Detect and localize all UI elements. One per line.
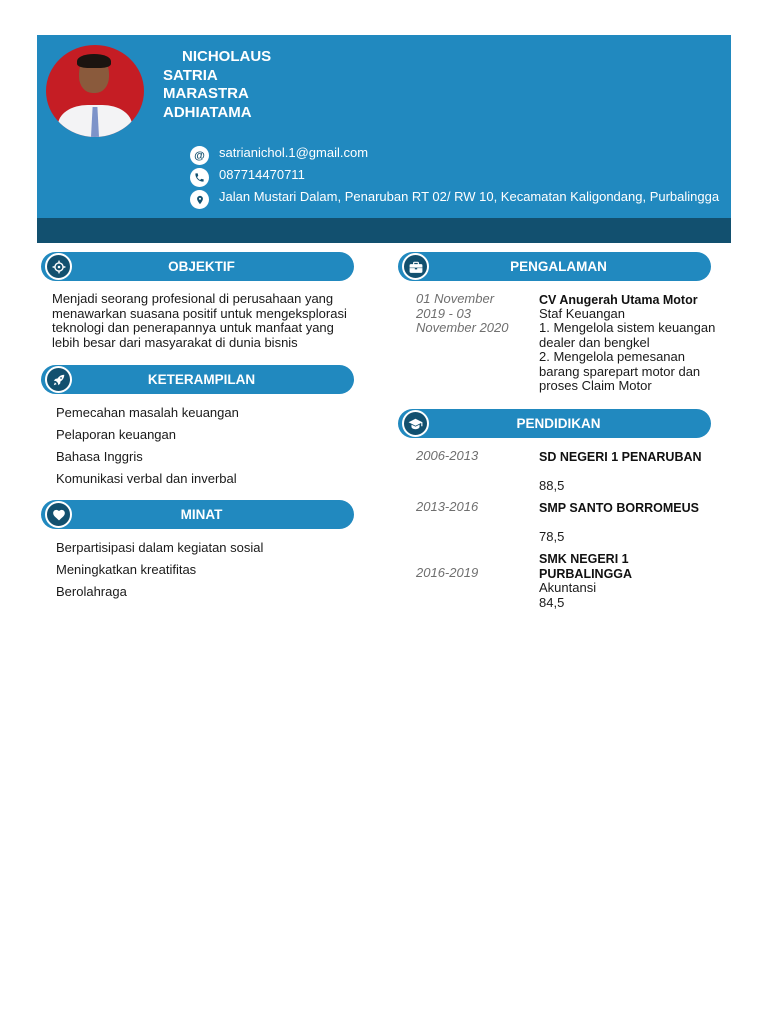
location-pin-icon	[190, 190, 209, 209]
section-header-keterampilan	[41, 365, 354, 394]
profile-photo	[46, 45, 144, 137]
education-years: 2016-2019	[416, 565, 479, 580]
education-score: 88,5	[539, 478, 565, 493]
education-score: 84,5	[539, 595, 565, 610]
education-years: 2006-2013	[416, 448, 479, 463]
photo-hair	[77, 54, 111, 68]
experience-duty: 2. Mengelola pemesanan barang sparepart motor dan proses Claim Motor	[539, 349, 701, 394]
pengalaman-title: PENGALAMAN	[510, 259, 607, 274]
skill-item: Komunikasi verbal dan inverbal	[56, 471, 237, 486]
skill-item: Pelaporan keuangan	[56, 427, 176, 442]
address-text: Jalan Mustari Dalam, Penaruban RT 02/ RW 10, Kecamatan Kaligondang, Purbalingga	[219, 189, 720, 204]
heart-icon	[45, 501, 72, 528]
at-sign-icon: @	[190, 146, 209, 165]
experience-duty: 1. Mengelola sistem keuangan dealer dan bengkel	[539, 320, 716, 350]
name-line-4: ADHIATAMA	[163, 103, 252, 121]
briefcase-icon	[402, 253, 429, 280]
graduation-cap-icon	[402, 410, 429, 437]
pendidikan-title: PENDIDIKAN	[516, 416, 601, 431]
interest-item: Berpartisipasi dalam kegiatan sosial	[56, 540, 264, 555]
minat-title: MINAT	[180, 507, 223, 522]
section-header-pengalaman	[398, 252, 711, 281]
rocket-icon	[45, 366, 72, 393]
experience-role: Staf Keuangan	[539, 306, 626, 321]
phone-icon	[190, 168, 209, 187]
section-header-pendidikan	[398, 409, 711, 438]
skill-item: Bahasa Inggris	[56, 449, 143, 464]
profile-name	[163, 48, 303, 122]
name-line-1: NICHOLAUS	[182, 48, 272, 65]
objektif-text: Menjadi seorang profesional di perusahaan yang menawarkan suasana positif untuk mengeksplorasi teknologi dan penerapannya untuk manfaat yang lebih besar dari masyarakat di dunia bisnis	[52, 291, 347, 350]
education-school: SD NEGERI 1 PENARUBAN	[539, 450, 702, 464]
education-school: SMK NEGERI 1 PURBALINGGA	[539, 552, 633, 581]
education-major: Akuntansi	[539, 580, 597, 595]
interest-item: Meningkatkan kreatifitas	[56, 562, 197, 577]
name-line-3: MARASTRA	[163, 85, 249, 102]
crosshair-icon	[45, 253, 72, 280]
interest-item: Berolahraga	[56, 584, 127, 599]
experience-date: 01 November 2019 - 03 November 2020	[416, 291, 509, 336]
email-text[interactable]: satrianichol.1@gmail.com	[219, 145, 369, 160]
education-score: 78,5	[539, 529, 565, 544]
skill-item: Pemecahan masalah keuangan	[56, 405, 239, 420]
keterampilan-title: KETERAMPILAN	[147, 372, 256, 387]
profile-header	[37, 35, 731, 218]
header-divider-bar	[37, 218, 731, 243]
section-header-objektif	[41, 252, 354, 281]
phone-text[interactable]: 087714470711	[219, 167, 305, 182]
education-school: SMP SANTO BORROMEUS	[539, 501, 699, 515]
education-years: 2013-2016	[416, 499, 479, 514]
name-line-2: SATRIA	[163, 66, 218, 84]
section-header-minat	[41, 500, 354, 529]
objektif-title: OBJEKTIF	[168, 259, 235, 274]
experience-company: CV Anugerah Utama Motor	[539, 293, 698, 307]
